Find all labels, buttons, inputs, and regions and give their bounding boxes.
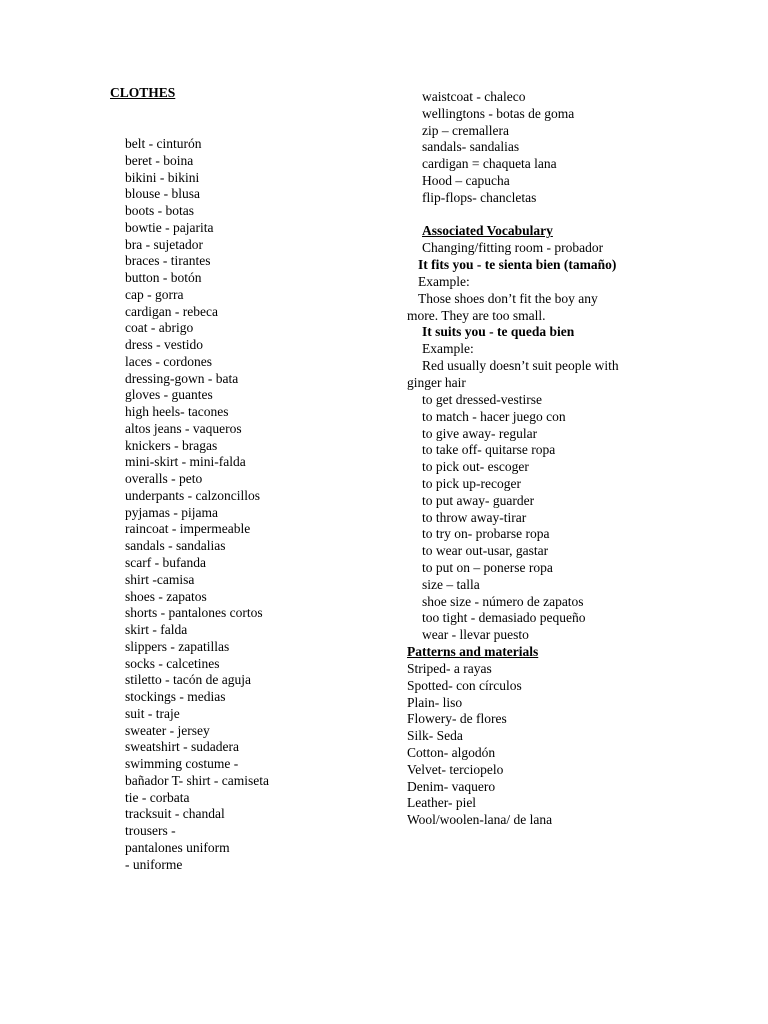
vocab-item: sandals- sandalias [422,139,520,155]
vocab-item: Plain- liso [407,694,463,710]
page-title: CLOTHES [110,85,176,100]
vocab-item: cardigan = chaqueta lana [422,156,557,172]
vocab-item: to take off- quitarse ropa [422,442,556,458]
vocab-item: Leather- piel [407,795,477,811]
vocab-item: gloves - guantes [125,387,213,403]
changing-room-entry: Changing/fitting room - probador [422,240,604,255]
fits-you-heading: It fits you - te sienta bien (tamaño) [418,257,617,272]
vocab-item: dressing-gown - bata [125,370,239,386]
vocab-item: Silk- Seda [407,728,463,744]
vocab-item: flip-flops- chancletas [422,189,537,205]
vocab-item: belt - cinturón [125,136,202,151]
vocab-item: socks - calcetines [125,655,220,671]
vocab-item: Velvet- terciopelo [407,761,504,777]
vocab-item: laces - cordones [125,353,212,369]
vocab-item: tie - corbata [125,789,190,805]
vocab-item: skirt - falda [125,622,188,638]
vocab-item: Striped- a rayas [407,661,492,676]
example-sentence-continued: more. They are too small. [407,308,546,323]
example-sentence: Red usually doesn’t suit people with [422,358,619,373]
associated-vocabulary-heading: Associated Vocabulary [422,223,553,238]
vocab-item: altos jeans - vaqueros [125,420,242,436]
vocab-item: Hood – capucha [422,173,510,188]
vocab-item: to wear out-usar, gastar [422,543,549,559]
vocab-item: shoes - zapatos [125,588,207,604]
vocab-item: to give away- regular [422,425,538,441]
vocab-item: too tight - demasiado pequeño [422,610,586,626]
vocab-item: to put on – ponerse ropa [422,560,553,575]
vocab-item: stockings - medias [125,689,226,705]
vocab-item: mini-skirt - mini-falda [125,454,246,470]
vocab-item: Flowery- de flores [407,711,507,727]
vocab-item: sweater - jersey [125,722,210,738]
vocab-item: bra - sujetador [125,236,203,252]
vocab-item: high heels- tacones [125,404,229,420]
vocab-item: beret - boina [125,152,194,168]
patterns-heading: Patterns and materials [407,644,539,659]
vocab-item: to pick up-recoger [422,476,521,491]
vocab-item: waistcoat - chaleco [422,89,526,104]
vocab-item: shirt -camisa [125,571,195,587]
example-sentence: Those shoes don’t fit the boy any [418,291,598,306]
vocab-item: cardigan - rebeca [125,303,218,319]
vocab-item: - uniforme [125,856,183,872]
example-label: Example: [422,341,474,356]
vocab-item: to put away- guarder [422,492,535,508]
vocab-item: underpants - calzoncillos [125,487,260,503]
vocab-item: bañador T- shirt - camiseta [125,772,269,788]
vocab-item: blouse - blusa [125,186,200,202]
vocab-item: wear - llevar puesto [422,627,529,643]
vocab-item: coat - abrigo [125,320,194,336]
vocab-item: button - botón [125,270,202,286]
vocab-item: suit - traje [125,705,180,721]
vocab-item: trousers - [125,823,176,839]
vocab-item: swimming costume - [125,756,239,772]
vocab-item: pantalones uniform [125,839,230,855]
vocab-item: shorts - pantalones cortos [125,605,263,621]
suits-you-heading: It suits you - te queda bien [422,324,575,339]
vocab-item: to pick out- escoger [422,459,529,475]
vocab-item: bikini - bikini [125,169,200,185]
vocab-item: to try on- probarse ropa [422,526,550,542]
example-sentence-continued: ginger hair [407,375,466,390]
vocab-item: sweatshirt - sudadera [125,739,239,755]
vocab-item: stiletto - tacón de aguja [125,672,251,688]
vocab-item: knickers - bragas [125,437,218,453]
vocab-item: Cotton- algodón [407,745,496,760]
vocab-item: to match - hacer juego con [422,408,566,424]
vocab-item: zip – cremallera [422,122,509,138]
example-label: Example: [418,274,470,289]
vocab-item: cap - gorra [125,286,184,302]
vocab-item: raincoat - impermeable [125,521,251,537]
vocab-item: Wool/woolen-lana/ de lana [407,812,553,828]
vocab-item: Spotted- con círculos [407,677,522,693]
vocab-item: bowtie - pajarita [125,219,214,235]
vocab-item: shoe size - número de zapatos [422,593,584,609]
vocab-item: slippers - zapatillas [125,638,230,654]
vocab-item: boots - botas [125,203,194,219]
vocab-item: scarf - bufanda [125,555,206,570]
vocab-item: overalls - peto [125,471,203,487]
vocab-item: pyjamas - pijama [125,504,218,520]
vocab-item: braces - tirantes [125,253,211,269]
vocab-item: dress - vestido [125,337,203,353]
vocab-item: sandals - sandalias [125,538,226,554]
vocab-item: Denim- vaquero [407,778,496,794]
vocab-item: tracksuit - chandal [125,806,225,822]
vocab-item: wellingtons - botas de goma [422,105,575,121]
vocab-item: size – talla [422,576,480,592]
vocab-item: to get dressed-vestirse [422,392,542,407]
vocab-item: to throw away-tirar [422,509,527,525]
